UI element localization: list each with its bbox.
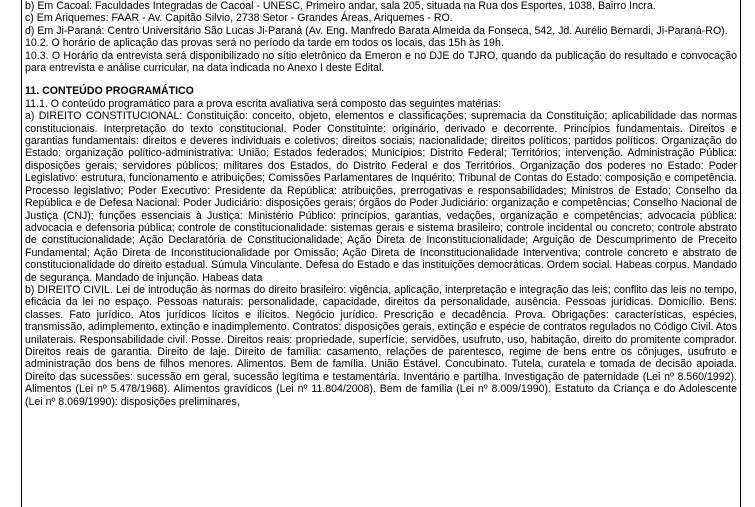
location-ji-parana: d) Em Ji-Paraná: Centro Universitário São Lucas Ji-Paraná (Av. Eng. Manfredo Barata Almeida da Fonseca, 542, Jd. Aurélio Bernardi, Ji-Paraná-RO). — [25, 24, 728, 37]
spacer — [25, 74, 737, 85]
location-cacoal: b) Em Cacoal: Faculdades Integradas de Cacoal - UNESC, Primeiro andar, sala 205, situada na Rua dos Esportes, 1038, Bairro Incra. — [25, 0, 656, 12]
item-b-direito-civil: b) DIREITO CIVIL. Lei de introdução às normas do direito brasileiro: vigência, aplicação, interpretação e integração das leis; conflito das leis no tempo, eficácia da lei no espaço. Pessoas naturais: personalidade, capacidade, direitos da personalidade, ausência. Pessoas jurídicas. Domicílio. Bens: classes. Fato jurídico. Atos jurídicos lícitos e ilícitos. Negócio jurídico. Prescrição e decadência. Prova. Obrigações: características, espécies, transmissão, adimplemento, extinção e inadimplemento. Contratos: disposições gerais, extinção e espécie de contratos regulados no Código Civil. Atos unilaterais. Responsabilidade civil. Posse. Direitos reais: propriedade, superfície, servidões, usufruto, uso, habitação, direito do promitente comprador. Direitos reais de garantia. Direito de laje. Direito de família: casamento, relações de parentesco, regime de bens entre os cônjuges, usufruto e administração dos bens de filhos menores. Alimentos. Bem de família. União Estável. Concubinato. Tutela, curatela e tomada de decisão apoiada. Direito das sucessões: sucessão em geral, sucessão legítima e testamentária. Inventário e partilha. Investigação de paternidade (Lei nº 8.560/1992). Alimentos (Lei nº 5.478/1968). Alimentos gravídicos (Lei nº 11.804/2008). Bem de família (Lei nº 8.009/1990). Estatuto da Criança e do Adolescente (Lei nº 8.069/1990): disposições preliminares, — [25, 283, 737, 408]
document-page — [21, 0, 741, 507]
section-title: 11. CONTEÚDO PROGRAMÁTICO — [25, 85, 194, 98]
item-10-3: 10.3. O Horário da entrevista será disponibilizado no sítio eletrônico da Emeron e no DJE do TJRO, quando da publicação do resultado e convocação para entrevista e análise curricular, na data indicada no Anexo I deste Edital. — [25, 49, 737, 75]
section-intro: 11.1. O conteúdo programático para a prova escrita avaliativa será composto das seguintes matérias: — [25, 97, 502, 110]
item-a-direito-constitucional: a) DIREITO CONSTITUCIONAL: Constituição: conceito, objeto, elementos e classificações; supremacia da Constituição; aplicabilidade das normas constitucionais. Interpretação do texto constitucional. Poder Constituinte: originário, derivado e decorrente. Princípios fundamentais. Direitos e garantias fundamentais: direitos e deveres individuais e coletivos; direitos sociais; nacionalidade; direitos políticos; partidos políticos. Organização do Estado: organização político-administrativa: União; Estados federados; Municípios; Distrito Federal; Territórios; intervenção. Administração Pública: disposições gerais; servidores públicos; militares dos Estados, do Distrito Federal e dos Territórios. Organização dos poderes no Estado: Poder Legislativo: estrutura, funcionamento e atribuições; Comissões Parlamentares de Inquérito; Tribunal de Contas do Estado: composição e competência. Processo legislativo; Poder Executivo: Presidente da República: atribuições, prerrogativas e responsabilidades; Ministros de Estado; Conselho da República e de Defesa Nacional. Poder Judiciário: disposições gerais; órgãos do Poder Judiciário: organização e competências; Conselho Nacional de Justiça (CNJ); funções essenciais à Justiça: Ministério Público: princípios, garantias, vedações, organização e competências; advocacia pública: advocacia e defensoria pública; controle de constitucionalidade: sistemas gerais e sistema brasileiro; controle incidental ou concreto; controle abstrato de constitucionalidade; Ação Declaratória de Constitucionalidade; Ação Direta de Inconstitucionalidade; Arguição de Descumprimento de Preceito Fundamental; Ação Direta de Inconstitucionalidade por Omissão; Ação Direta de Inconstitucionalidade Interventiva; controle concreto e abstrato de constitucionalidade do direito estadual. Súmula Vinculante. Defesa do Estado e das instituições democráticas. Ordem social. Habeas corpus. Mandado de segurança. Mandado de injunção. Habeas data — [25, 110, 737, 284]
location-ariquemes: c) Em Ariquemes: FAAR - Av. Capitão Silvio, 2738 Setor - Grandes Áreas, Ariquemes - RO. — [25, 12, 453, 25]
item-10-2: 10.2. O horário de aplicação das provas será no período da tarde em todos os locais, das 15h às 19h. — [25, 37, 504, 50]
